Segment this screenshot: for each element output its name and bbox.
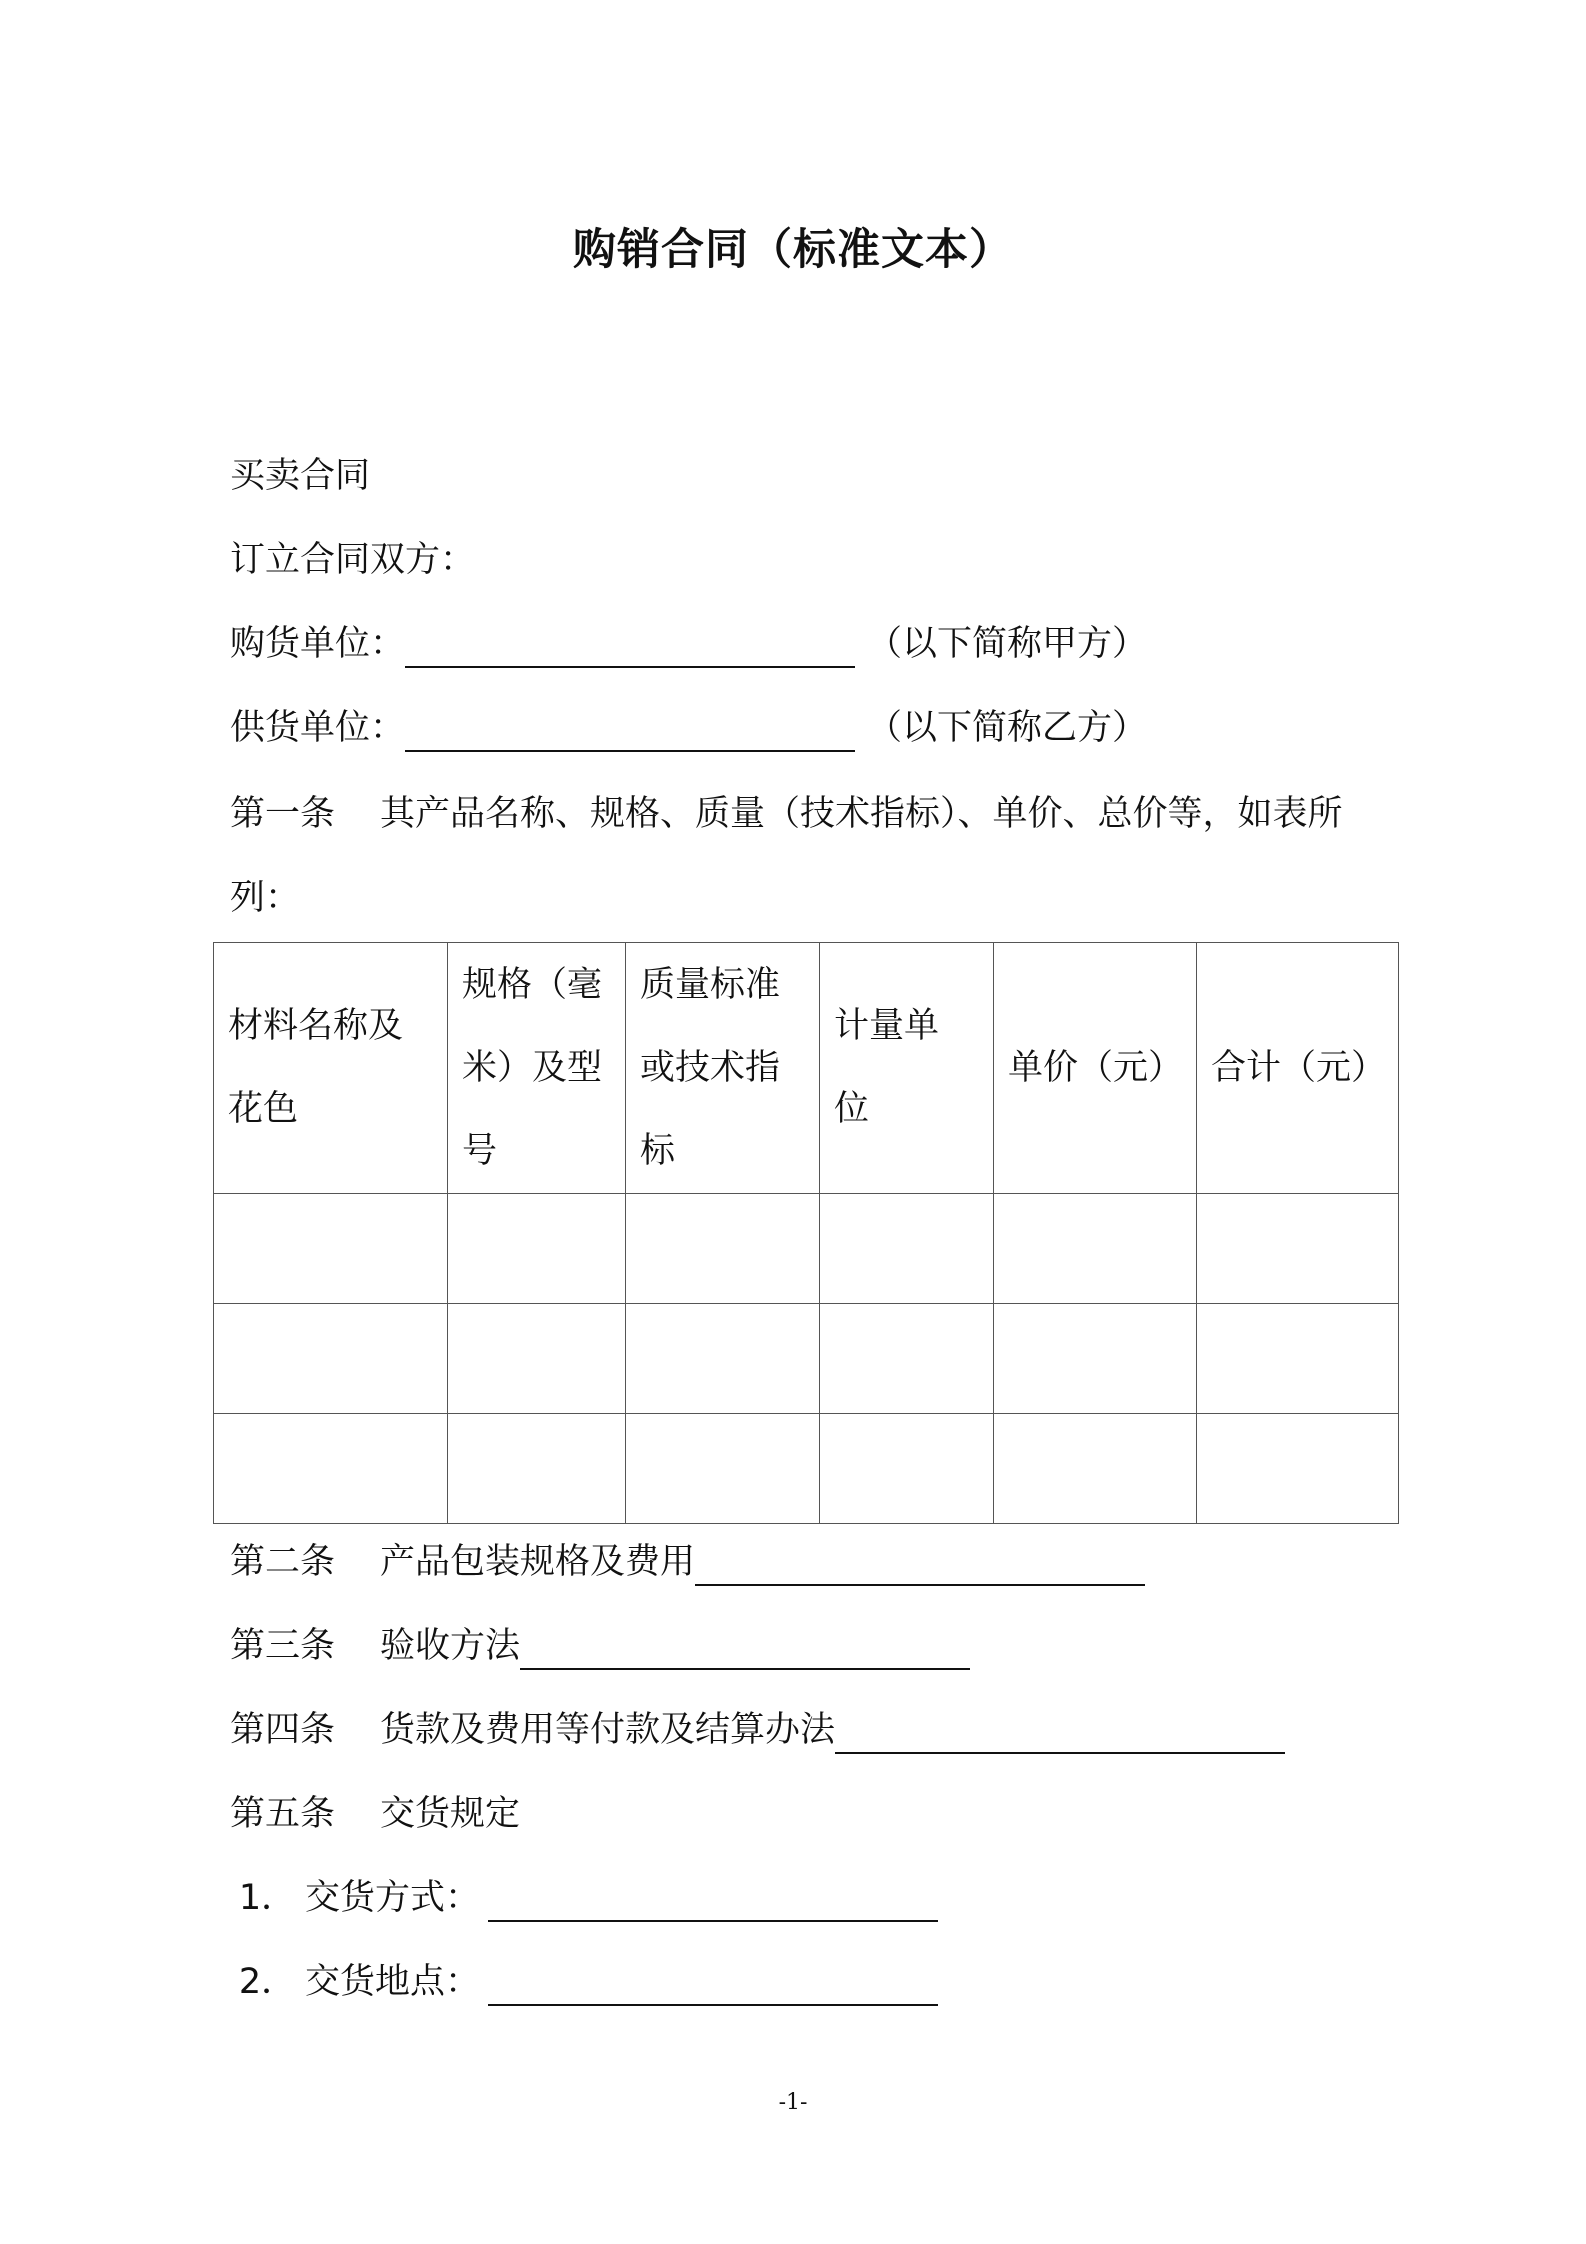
header-unit-price: 单价（元） xyxy=(994,943,1197,1194)
buyer-blank[interactable] xyxy=(405,626,855,668)
buyer-suffix: （以下简称甲方） xyxy=(867,624,1148,664)
table-cell[interactable] xyxy=(626,1304,820,1414)
seller-label: 供货单位： xyxy=(230,708,406,748)
table-cell[interactable] xyxy=(448,1304,626,1414)
article-4-number: 第四条 xyxy=(230,1710,336,1750)
table-cell[interactable] xyxy=(448,1414,626,1524)
table-cell[interactable] xyxy=(820,1304,994,1414)
buyer-line xyxy=(230,620,1147,668)
article-5-text: 交货规定 xyxy=(380,1794,521,1834)
document-title: 购销合同（标准文本） xyxy=(573,225,1013,275)
table-cell[interactable] xyxy=(214,1304,448,1414)
table-cell[interactable] xyxy=(994,1414,1197,1524)
table-cell[interactable] xyxy=(214,1194,448,1304)
table-cell[interactable] xyxy=(1197,1414,1399,1524)
delivery-method-label: 交货方式： xyxy=(305,1878,481,1918)
contract-subtitle: 买卖合同 xyxy=(230,456,371,496)
article-3-text: 验收方法 xyxy=(380,1626,521,1666)
table-cell[interactable] xyxy=(448,1194,626,1304)
article-2-number: 第二条 xyxy=(230,1542,336,1582)
table-cell[interactable] xyxy=(626,1414,820,1524)
table-cell[interactable] xyxy=(820,1194,994,1304)
article-5 xyxy=(230,1790,520,1838)
seller-blank[interactable] xyxy=(405,710,855,752)
article-1 xyxy=(230,790,1343,838)
delivery-method-line xyxy=(230,1874,938,1922)
article-3-blank[interactable] xyxy=(520,1628,970,1670)
delivery-location-blank[interactable] xyxy=(488,1964,938,2006)
table-cell[interactable] xyxy=(214,1414,448,1524)
table-row xyxy=(214,1194,1399,1304)
page-number: -1- xyxy=(778,2090,808,2115)
delivery-location-label: 交货地点： xyxy=(305,1962,481,2002)
table-row xyxy=(214,1304,1399,1414)
table-cell[interactable] xyxy=(1197,1304,1399,1414)
header-total: 合计（元） xyxy=(1197,943,1399,1194)
article-2-blank[interactable] xyxy=(695,1544,1145,1586)
buyer-label: 购货单位： xyxy=(230,624,406,664)
table-cell[interactable] xyxy=(994,1194,1197,1304)
article-4-text: 货款及费用等付款及结算办法 xyxy=(380,1710,836,1750)
seller-line xyxy=(230,704,1147,752)
table-cell[interactable] xyxy=(994,1304,1197,1414)
header-quality-standard: 质量标准 或技术指 标 xyxy=(626,943,820,1194)
delivery-item-number: 2． xyxy=(238,1962,297,2002)
table-header-row xyxy=(214,943,1399,1194)
article-4-blank[interactable] xyxy=(835,1712,1285,1754)
delivery-location-line xyxy=(230,1958,938,2006)
table-cell[interactable] xyxy=(820,1414,994,1524)
header-unit: 计量单 位 xyxy=(820,943,994,1194)
article-2 xyxy=(230,1538,1145,1586)
article-5-number: 第五条 xyxy=(230,1794,336,1834)
seller-suffix: （以下简称乙方） xyxy=(867,708,1148,748)
table-row xyxy=(214,1414,1399,1524)
article-1-continuation: 列： xyxy=(230,878,301,918)
delivery-method-blank[interactable] xyxy=(488,1880,938,1922)
delivery-item-number: 1． xyxy=(238,1878,297,1918)
header-material-name: 材料名称及 花色 xyxy=(214,943,448,1194)
table-cell[interactable] xyxy=(1197,1194,1399,1304)
article-3-number: 第三条 xyxy=(230,1626,336,1666)
header-specification: 规格（毫 米）及型 号 xyxy=(448,943,626,1194)
article-1-number: 第一条 xyxy=(230,794,336,834)
article-3 xyxy=(230,1622,970,1670)
product-spec-table xyxy=(213,942,1399,1524)
article-4 xyxy=(230,1706,1285,1754)
article-2-text: 产品包装规格及费用 xyxy=(380,1542,696,1582)
table-cell[interactable] xyxy=(626,1194,820,1304)
parties-intro: 订立合同双方： xyxy=(230,540,476,580)
article-1-text: 其产品名称、规格、质量（技术指标）、单价、总价等，如表所 xyxy=(380,794,1343,834)
